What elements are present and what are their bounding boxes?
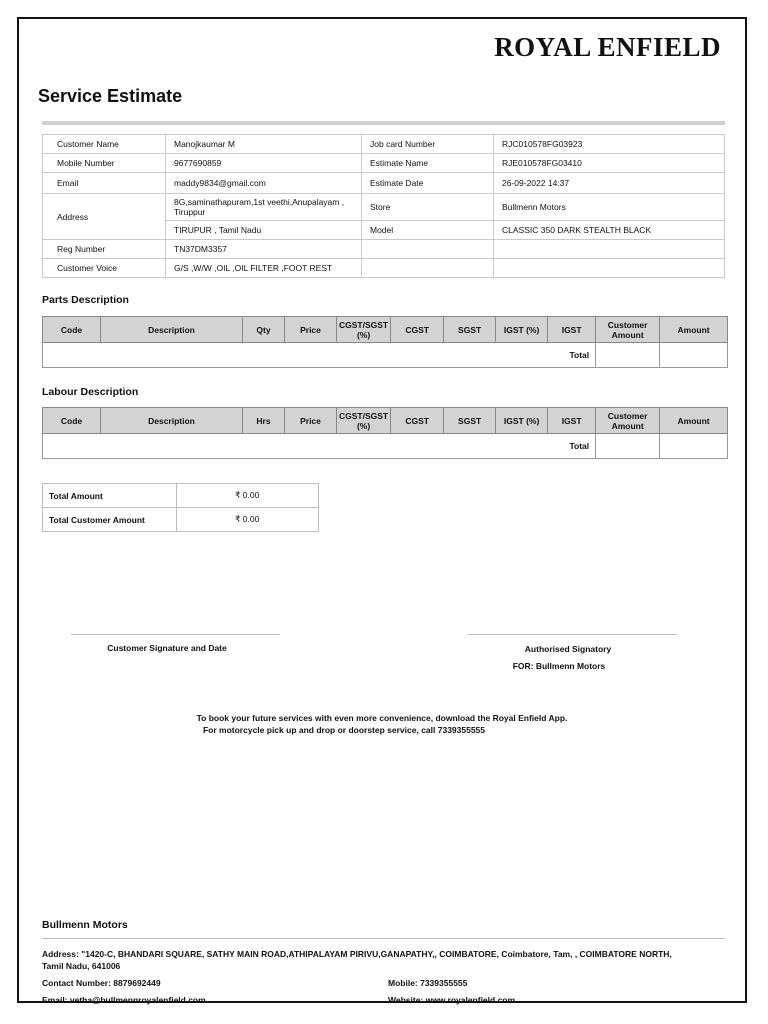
table-row: [43, 194, 725, 221]
labour-total-customer-amount: [596, 434, 660, 459]
email-value: maddy9834@gmail.com: [166, 173, 362, 194]
table-row: [43, 154, 725, 173]
col-price: Price: [285, 408, 337, 434]
table-row: [43, 135, 725, 154]
empty-cell: [362, 259, 494, 278]
col-cgst: CGST: [391, 317, 444, 343]
customer-voice-value: G/S ,W/W ,OIL ,OIL FILTER ,FOOT REST: [166, 259, 362, 278]
dealer-address-line-2: Tamil Nadu, 641006: [42, 961, 121, 971]
address-line-3: TIRUPUR , Tamil Nadu: [166, 221, 362, 240]
col-amount: Amount: [660, 317, 728, 343]
authorised-signatory-label: Authorised Signatory: [524, 644, 612, 654]
col-igst: IGST: [548, 317, 596, 343]
col-hrs: Hrs: [243, 408, 285, 434]
col-amount: Amount: [660, 408, 728, 434]
total-amount-label: Total Amount: [43, 484, 177, 508]
parts-total-customer-amount: [596, 343, 660, 368]
table-row: [43, 508, 319, 532]
col-igst-pct: IGST (%): [496, 317, 548, 343]
parts-total-amount: [660, 343, 728, 368]
job-card-value: RJC010578FG03923: [494, 135, 725, 154]
total-customer-amount-label: Total Customer Amount: [43, 508, 177, 532]
title-divider: [42, 121, 725, 125]
customer-name-value: Manojkaumar M: [166, 135, 362, 154]
model-label: Model: [362, 221, 494, 240]
col-description: Description: [101, 317, 243, 343]
empty-cell: [362, 240, 494, 259]
parts-heading: Parts Description: [42, 294, 129, 306]
mobile-value: 9677690859: [166, 154, 362, 173]
royal-enfield-logo: ROYAL ENFIELD: [494, 32, 721, 62]
email-label: Email: [43, 173, 166, 194]
model-value: CLASSIC 350 DARK STEALTH BLACK: [494, 221, 725, 240]
totals-table: [42, 483, 319, 532]
col-igst: IGST: [548, 408, 596, 434]
labour-table: [42, 407, 728, 459]
customer-signature-line: [71, 634, 280, 635]
authorised-signature-line: [468, 634, 677, 635]
empty-cell: [494, 240, 725, 259]
dealer-email: Email: vetha@bullmennroyalenfield.com: [42, 995, 206, 1005]
col-price: Price: [285, 317, 337, 343]
labour-heading: Labour Description: [42, 386, 139, 398]
dealer-address: [42, 948, 702, 972]
col-sgst: SGST: [444, 317, 496, 343]
total-customer-amount-value: ₹ 0.00: [177, 508, 319, 532]
table-row: [43, 484, 319, 508]
customer-info-table: [42, 134, 725, 278]
job-card-label: Job card Number: [362, 135, 494, 154]
reg-number-label: Reg Number: [43, 240, 166, 259]
address-label: Address: [43, 194, 166, 240]
estimate-name-value: RJE010578FG03410: [494, 154, 725, 173]
dealer-mobile: Mobile: 7339355555: [388, 978, 468, 988]
pickup-service-note: For motorcycle pick up and drop or doorstep service, call 7339355555: [202, 725, 486, 735]
col-sgst: SGST: [444, 408, 496, 434]
app-booking-note: To book your future services with even more convenience, download the Royal Enfield App.: [196, 713, 568, 723]
labour-total-amount: [660, 434, 728, 459]
labour-header-row: [43, 408, 728, 434]
estimate-name-label: Estimate Name: [362, 154, 494, 173]
store-label: Store: [362, 194, 494, 221]
for-dealer-label: FOR: Bullmenn Motors: [512, 661, 606, 671]
reg-number-value: TN37DM3357: [166, 240, 362, 259]
col-code: Code: [43, 408, 101, 434]
col-cgst: CGST: [391, 408, 444, 434]
customer-voice-label: Customer Voice: [43, 259, 166, 278]
address-line-2: Tiruppur: [174, 207, 206, 217]
estimate-page: [17, 17, 747, 1003]
table-row: [43, 259, 725, 278]
col-cgst-sgst-pct: CGST/SGST (%): [337, 408, 391, 434]
parts-total-label: Total: [43, 343, 596, 368]
total-amount-value: ₹ 0.00: [177, 484, 319, 508]
address-line-1: 8G,saminathapuram,1st veethi,Anupalayam ,: [174, 197, 345, 207]
col-description: Description: [101, 408, 243, 434]
parts-total-row: [43, 343, 728, 368]
col-customer-amount: Customer Amount: [596, 408, 660, 434]
dealer-name: Bullmenn Motors: [42, 919, 128, 931]
labour-total-label: Total: [43, 434, 596, 459]
empty-cell: [494, 259, 725, 278]
address-value: [166, 194, 362, 221]
footer-divider: [42, 938, 725, 939]
parts-table: [42, 316, 728, 368]
customer-signature-label: Customer Signature and Date: [107, 643, 227, 653]
col-customer-amount: Customer Amount: [596, 317, 660, 343]
store-value: Bullmenn Motors: [494, 194, 725, 221]
page-title: Service Estimate: [38, 86, 183, 106]
contact-number: Contact Number: 8879692449: [42, 978, 161, 988]
col-qty: Qty: [243, 317, 285, 343]
estimate-date-label: Estimate Date: [362, 173, 494, 194]
col-code: Code: [43, 317, 101, 343]
col-cgst-sgst-pct: CGST/SGST (%): [337, 317, 391, 343]
mobile-label: Mobile Number: [43, 154, 166, 173]
parts-header-row: [43, 317, 728, 343]
customer-name-label: Customer Name: [43, 135, 166, 154]
estimate-date-value: 26-09-2022 14:37: [494, 173, 725, 194]
table-row: [43, 173, 725, 194]
table-row: [43, 240, 725, 259]
labour-total-row: [43, 434, 728, 459]
dealer-website: Website: www.royalenfield.com: [388, 995, 516, 1005]
dealer-address-line-1: Address: "1420-C, BHANDARI SQUARE, SATHY MAIN ROAD,ATHIPALAYAM PIRIVU,GANAPATHY,, COIMBATORE, Coimbatore, Tam, , COIMBATORE NORTH,: [42, 949, 672, 959]
col-igst-pct: IGST (%): [496, 408, 548, 434]
